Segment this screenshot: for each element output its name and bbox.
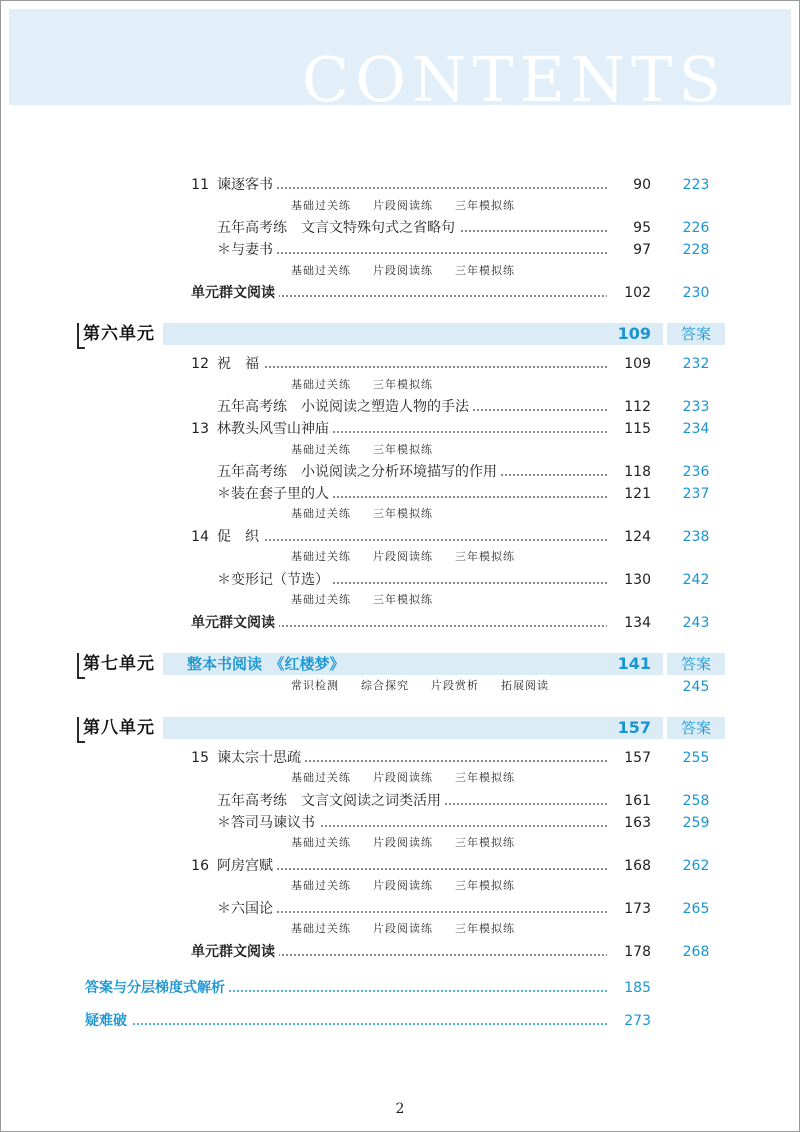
lesson-number: 12 [191, 356, 209, 372]
lesson-number: 14 [191, 529, 209, 545]
answer-page: 242 [682, 572, 710, 588]
toc-entry-lesson-15[interactable] [1, 747, 799, 769]
exercise-list [291, 262, 537, 280]
entry-title: 五年高考练 小说阅读之分析环境描写的作用 [217, 461, 501, 483]
answer-page: 243 [682, 615, 710, 631]
entry-page: 185 [607, 977, 651, 999]
entry-title: 单元群文阅读 [191, 941, 279, 963]
exercise-label: 三年模拟练 [455, 264, 515, 277]
exercise-label: 基础过关练 [291, 879, 351, 892]
leader-dots [217, 252, 643, 254]
exercise-label: 三年模拟练 [455, 836, 515, 849]
page-number: 2 [395, 1101, 405, 1117]
toc-entry-group-reading[interactable] [1, 941, 799, 963]
table-of-contents [1, 1, 799, 1131]
entry-page: 130 [607, 569, 651, 591]
entry-title: 阿房宫赋 [217, 855, 277, 877]
entry-page: 90 [607, 174, 651, 196]
answer-page: 238 [682, 529, 710, 545]
activity-label: 片段赏析 [431, 679, 479, 692]
answer-page: 268 [682, 944, 710, 960]
exercise-list [291, 505, 455, 523]
toc-entry-lesson-11[interactable] [1, 174, 799, 196]
answer-page: 228 [682, 242, 710, 258]
unit-bracket [77, 341, 85, 349]
entry-page: 157 [607, 747, 651, 769]
leader-dots [85, 1023, 643, 1025]
toc-entry[interactable] [1, 790, 799, 812]
answer-tag: 答案 [667, 323, 725, 345]
exercise-label: 片段阅读练 [373, 879, 433, 892]
activity-list [291, 677, 571, 695]
answer-page: 226 [682, 220, 710, 236]
entry-page: 115 [607, 418, 651, 440]
exercise-label: 三年模拟练 [373, 593, 433, 606]
exercise-list [291, 769, 537, 787]
answer-page: 237 [682, 486, 710, 502]
entry-title: 谏太宗十思疏 [217, 747, 305, 769]
exercise-list [291, 441, 455, 459]
entry-title: 疑难破 [85, 1010, 131, 1032]
exercise-label: 基础过关练 [291, 264, 351, 277]
unit-header-bar [77, 323, 663, 345]
activity-label: 常识检测 [291, 679, 339, 692]
unit-6-page: 109 [617, 324, 651, 343]
answer-tag: 答案 [667, 653, 725, 675]
entry-page: 178 [607, 941, 651, 963]
unit-6-label[interactable]: 第六单元 [77, 323, 163, 345]
answer-page: 258 [682, 793, 710, 809]
toc-entry-lesson-13[interactable] [1, 418, 799, 440]
entry-title: 谏逐客书 [217, 174, 277, 196]
exercise-label: 基础过关练 [291, 550, 351, 563]
exercise-label: 基础过关练 [291, 199, 351, 212]
exercise-list [291, 920, 537, 938]
answer-page: 233 [682, 399, 710, 415]
toc-entry-lesson-14[interactable] [1, 526, 799, 548]
contents-watermark: CONTENTS [301, 43, 727, 105]
exercise-label: 三年模拟练 [373, 378, 433, 391]
toc-entry-answers-analysis[interactable] [1, 977, 799, 999]
exercise-label: 基础过关练 [291, 836, 351, 849]
entry-title: 单元群文阅读 [191, 612, 279, 634]
exercise-label: 基础过关练 [291, 771, 351, 784]
answer-page: 223 [682, 177, 710, 193]
entry-page: 161 [607, 790, 651, 812]
exercise-label: 片段阅读练 [373, 550, 433, 563]
answer-page: 234 [682, 421, 710, 437]
lesson-number: 11 [191, 177, 209, 193]
entry-page: 95 [607, 217, 651, 239]
answer-page: 245 [682, 679, 710, 695]
exercise-label: 三年模拟练 [455, 771, 515, 784]
unit-7-subtitle: 整本书阅读 《红楼梦》 [187, 655, 345, 673]
toc-entry-lesson-12[interactable] [1, 353, 799, 375]
unit-7-page: 141 [617, 654, 651, 673]
entry-page: 112 [607, 396, 651, 418]
toc-entry-lesson-16[interactable] [1, 855, 799, 877]
entry-page: 118 [607, 461, 651, 483]
toc-entry-group-reading[interactable] [1, 282, 799, 304]
entry-page: 134 [607, 612, 651, 634]
answer-tag: 答案 [667, 717, 725, 739]
unit-bracket [77, 735, 85, 743]
answer-page: 259 [682, 815, 710, 831]
entry-title: 答案与分层梯度式解析 [85, 977, 229, 999]
answer-page: 255 [682, 750, 710, 766]
toc-entry[interactable] [1, 217, 799, 239]
entry-page: 97 [607, 239, 651, 261]
answer-page: 236 [682, 464, 710, 480]
unit-bracket [77, 671, 85, 679]
entry-title: ＊答司马谏议书 [217, 812, 319, 834]
activity-label: 拓展阅读 [501, 679, 549, 692]
exercise-label: 片段阅读练 [373, 836, 433, 849]
entry-title: ＊变形记（节选） [217, 569, 333, 591]
toc-entry[interactable] [1, 898, 799, 920]
exercise-list [291, 877, 537, 895]
exercise-list [291, 548, 537, 566]
exercise-label: 基础过关练 [291, 443, 351, 456]
unit-header-bar [77, 653, 663, 675]
unit-header-bar [77, 717, 663, 739]
exercise-label: 三年模拟练 [373, 507, 433, 520]
entry-title: 五年高考练 文言文阅读之词类活用 [217, 790, 445, 812]
exercise-list [291, 834, 537, 852]
entry-title: 林教头风雪山神庙 [217, 418, 333, 440]
entry-title: 祝 福 [217, 353, 263, 375]
leader-dots [217, 366, 643, 368]
exercise-label: 三年模拟练 [455, 199, 515, 212]
toc-entry-difficulty[interactable] [1, 1010, 799, 1032]
toc-entry[interactable] [1, 461, 799, 483]
exercise-label: 基础过关练 [291, 593, 351, 606]
toc-entry[interactable] [1, 569, 799, 591]
unit-7-label[interactable]: 第七单元 [77, 653, 163, 675]
entry-title: ＊六国论 [217, 898, 277, 920]
activity-label: 综合探究 [361, 679, 409, 692]
entry-page: 121 [607, 483, 651, 505]
entry-page: 273 [607, 1010, 651, 1032]
toc-entry[interactable] [1, 239, 799, 261]
toc-entry[interactable] [1, 396, 799, 418]
entry-page: 109 [607, 353, 651, 375]
entry-title: 五年高考练 文言文特殊句式之省略句 [217, 217, 459, 239]
toc-entry[interactable] [1, 483, 799, 505]
exercise-label: 三年模拟练 [455, 922, 515, 935]
entry-page: 124 [607, 526, 651, 548]
leader-dots [217, 539, 643, 541]
unit-8-label[interactable]: 第八单元 [77, 717, 163, 739]
entry-page: 173 [607, 898, 651, 920]
lesson-number: 16 [191, 858, 209, 874]
leader-dots [217, 911, 643, 913]
entry-title: ＊装在套子里的人 [217, 483, 333, 505]
exercise-label: 三年模拟练 [373, 443, 433, 456]
exercise-label: 片段阅读练 [373, 264, 433, 277]
exercise-label: 基础过关练 [291, 922, 351, 935]
exercise-label: 三年模拟练 [455, 879, 515, 892]
exercise-list [291, 376, 455, 394]
exercise-label: 片段阅读练 [373, 771, 433, 784]
exercise-list [291, 591, 455, 609]
exercise-list [291, 197, 537, 215]
entry-page: 102 [607, 282, 651, 304]
lesson-number: 15 [191, 750, 209, 766]
exercise-label: 基础过关练 [291, 378, 351, 391]
answer-page: 265 [682, 901, 710, 917]
entry-title: 促 织 [217, 526, 263, 548]
entry-title: 五年高考练 小说阅读之塑造人物的手法 [217, 396, 473, 418]
entry-page: 168 [607, 855, 651, 877]
exercise-label: 片段阅读练 [373, 199, 433, 212]
exercise-label: 三年模拟练 [455, 550, 515, 563]
entry-title: 单元群文阅读 [191, 282, 279, 304]
toc-entry-group-reading[interactable] [1, 612, 799, 634]
answer-page: 230 [682, 285, 710, 301]
toc-entry[interactable] [1, 812, 799, 834]
answer-page: 262 [682, 858, 710, 874]
leader-dots [217, 187, 643, 189]
entry-title: ＊与妻书 [217, 239, 277, 261]
exercise-label: 片段阅读练 [373, 922, 433, 935]
unit-8-page: 157 [617, 718, 651, 737]
entry-page: 163 [607, 812, 651, 834]
exercise-label: 基础过关练 [291, 507, 351, 520]
answer-page: 232 [682, 356, 710, 372]
leader-dots [217, 868, 643, 870]
lesson-number: 13 [191, 421, 209, 437]
